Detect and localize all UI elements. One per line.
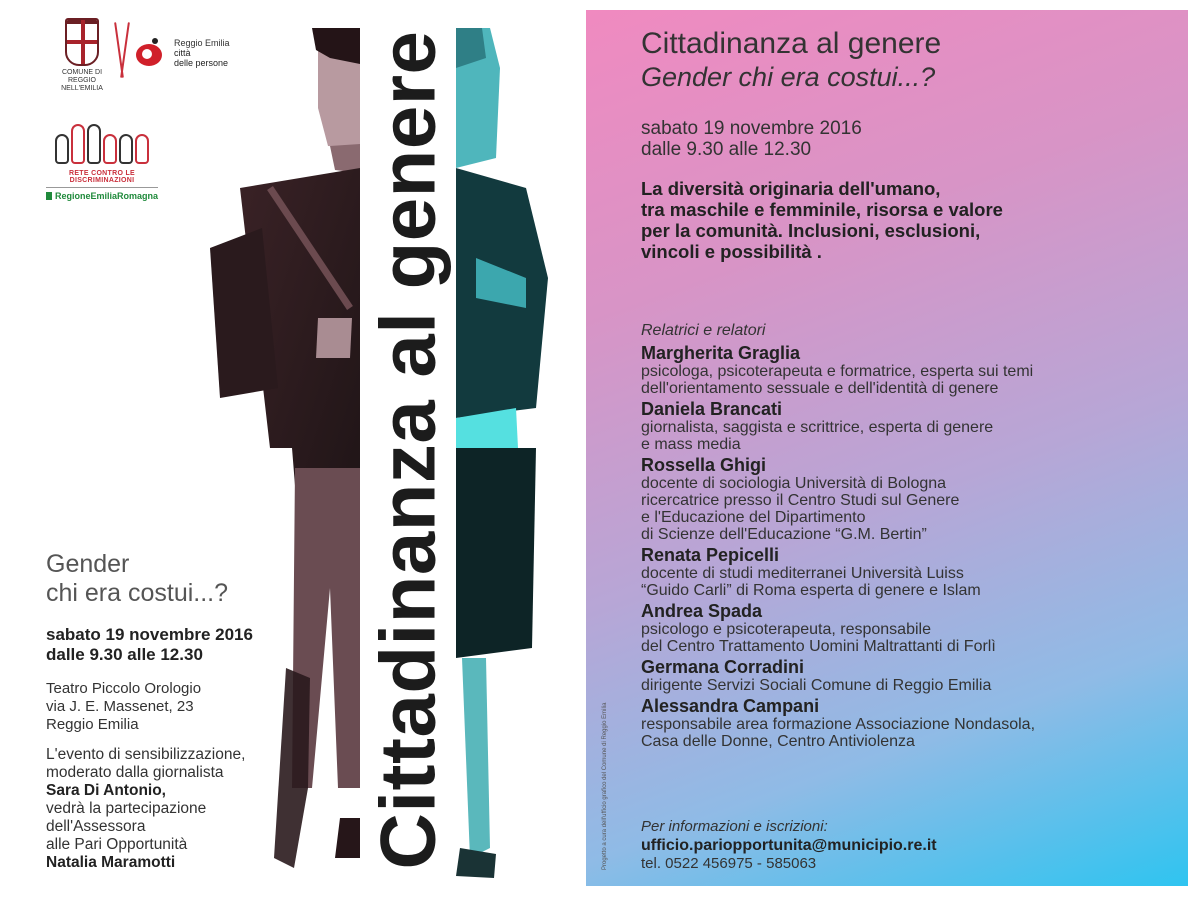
right-date (641, 118, 862, 160)
right-date-line2: dalle 9.30 alle 12.30 (641, 139, 812, 160)
left-event-line5: dell'Assessora (46, 818, 146, 835)
speaker-role-line: ricercatrice presso il Centro Studi sul Genere (641, 492, 960, 509)
speaker-name: Rossella Ghigi (641, 455, 767, 475)
left-date-line2: dalle 9.30 alle 12.30 (46, 645, 203, 664)
speaker-role-line: docente di studi mediterranei Università Luiss (641, 565, 964, 582)
left-venue-line2: via J. E. Massenet, 23 (46, 698, 194, 715)
rete-logo (46, 112, 158, 201)
city-logo-line3: delle persone (174, 58, 229, 68)
speaker-name: Renata Pepicelli (641, 545, 780, 565)
speaker-name: Margherita Graglia (641, 343, 801, 363)
speaker-role-line: dell'orientamento sessuale e dell'identità di genere (641, 380, 999, 397)
right-description-line1: La diversità originaria dell'umano, (641, 178, 941, 199)
left-event-line7: Natalia Maramotti (46, 854, 176, 871)
speaker-role-line: di Scienze dell'Educazione “G.M. Bertin” (641, 526, 927, 543)
speakers-list (641, 343, 1181, 752)
speaker-role-line: dirigente Servizi Sociali Comune di Reggio Emilia (641, 677, 992, 694)
logo-divider (118, 22, 128, 78)
left-date (46, 625, 253, 665)
comune-logo (52, 18, 112, 93)
woman-figure-illustration (456, 28, 556, 899)
left-event-line4: vedrà la partecipazione (46, 800, 207, 817)
right-description-line2: tra maschile e femminile, risorsa e valore (641, 199, 1003, 220)
left-event-line1: L'evento di sensibilizzazione, (46, 746, 246, 763)
speaker-role-line: psicologo e psicoterapeuta, responsabile (641, 621, 931, 638)
speaker-role-line: docente di sociologia Università di Bologna (641, 475, 947, 492)
right-description (641, 178, 1003, 262)
right-subtitle: Gender chi era costui...? (641, 62, 936, 92)
regione-logo (46, 191, 158, 201)
vertical-title: Cittadinanza al genere (363, 30, 452, 870)
speaker-role-line: responsabile area formazione Associazione Nondasola, (641, 716, 1036, 733)
speaker-name: Andrea Spada (641, 601, 763, 621)
speaker-name: Daniela Brancati (641, 399, 783, 419)
speaker-role-line: psicologa, psicoterapeuta e formatrice, esperta sui temi (641, 363, 1034, 380)
right-date-line1: sabato 19 novembre 2016 (641, 118, 862, 139)
city-mark-icon (132, 36, 168, 70)
left-subtitle-line1: Gender (46, 550, 130, 578)
left-date-line1: sabato 19 novembre 2016 (46, 625, 253, 644)
speaker-role-line: e l'Educazione del Dipartimento (641, 509, 866, 526)
rete-logo-text: RETE CONTRO LE DISCRIMINAZIONI (68, 170, 136, 184)
left-event-line2: moderato dalla giornalista (46, 764, 224, 781)
left-subtitle-line2: chi era costui...? (46, 579, 229, 607)
right-description-line3: per la comunità. Inclusioni, esclusioni, (641, 220, 981, 241)
regione-logo-text: RegioneEmiliaRomagna (54, 191, 158, 201)
left-venue-line1: Teatro Piccolo Orologio (46, 680, 202, 697)
speaker-item (641, 545, 1181, 599)
vertical-title-box (358, 30, 458, 870)
left-subtitle (46, 550, 228, 608)
right-panel (586, 10, 1188, 886)
comune-logo-text: COMUNE DI REGGIO NELL'EMILIA (61, 69, 103, 92)
city-logo-line2: città (174, 48, 191, 58)
left-panel (0, 0, 585, 899)
contact-phone[interactable]: tel. 0522 456975 - 585063 (641, 855, 817, 872)
speaker-name: Germana Corradini (641, 657, 805, 677)
info-label: Per informazioni e iscrizioni: (641, 818, 828, 835)
left-event-line6: alle Pari Opportunità (46, 836, 188, 853)
left-event-line3: Sara Di Antonio, (46, 782, 166, 799)
city-logo-line1: Reggio Emilia (174, 38, 230, 48)
coat-of-arms-icon (65, 18, 99, 66)
right-description-line4: vincoli e possibilità . (641, 241, 822, 262)
speaker-item (641, 657, 1181, 694)
speaker-role-line: e mass media (641, 436, 741, 453)
left-venue-line3: Reggio Emilia (46, 716, 139, 733)
speaker-name: Alessandra Campani (641, 696, 820, 716)
speaker-item (641, 696, 1181, 750)
left-venue (46, 680, 201, 734)
speaker-item (641, 343, 1181, 397)
speaker-role-line: “Guido Carli” di Roma esperta di genere e Islam (641, 582, 981, 599)
regione-flag-icon (46, 192, 52, 200)
right-title: Cittadinanza al genere (641, 27, 942, 60)
speaker-role-line: giornalista, saggista e scrittrice, esperta di genere (641, 419, 994, 436)
speaker-item (641, 601, 1181, 655)
speaker-role-line: del Centro Trattamento Uomini Maltrattanti di Forlì (641, 638, 996, 655)
credit-text: Progetto a cura dell'ufficio grafico del Comune di Reggio Emilia (602, 702, 608, 870)
speakers-label: Relatrici e relatori (641, 322, 766, 339)
speaker-role-line: Casa delle Donne, Centro Antiviolenza (641, 733, 915, 750)
speaker-item (641, 455, 1181, 543)
contact-email[interactable]: ufficio.pariopportunita@municipio.re.it (641, 837, 937, 854)
hands-icon (46, 112, 158, 164)
left-event-description (46, 746, 245, 872)
speaker-item (641, 399, 1181, 453)
